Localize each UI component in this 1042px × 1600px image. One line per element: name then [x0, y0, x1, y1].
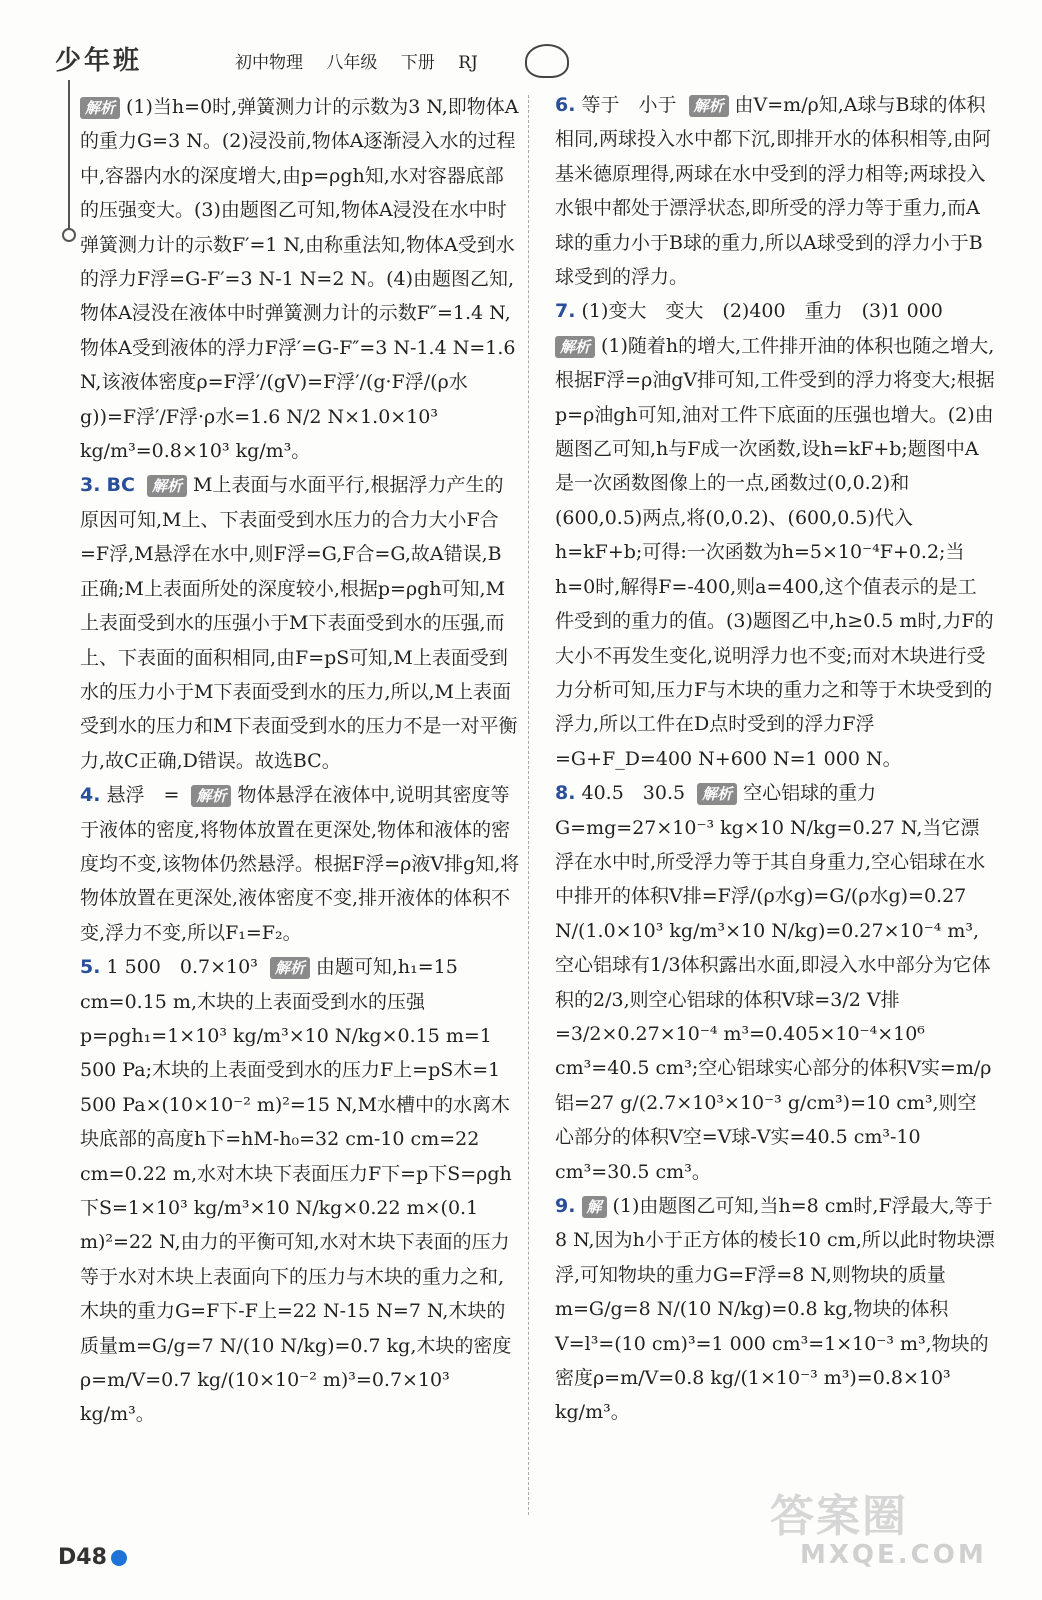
brand-logo: 少年班: [55, 46, 143, 76]
q9-solution-text: (1)由题图乙可知,当h=8 cm时,F浮最大,等于8 N,因为h小于正方体的棱长10 cm,所以此时物块漂浮,可知物块的重力G=F浮=8 N,则物块的质量m=G/g=8 N/(10 N/kg)=0.8 kg,物块的体积V=l³=(10 cm)³=1 000 cm³=1×10⁻³ m³,物块的密度ρ=m/V=0.8 kg/(1×10⁻³ m³)=0.8×10³ kg/m³。: [555, 1195, 995, 1424]
analysis-tag: 解析: [147, 475, 187, 497]
solution-tag: 解: [582, 1196, 607, 1218]
answer-value: 40.5 30.5: [581, 782, 686, 805]
question-number: 7.: [555, 300, 576, 323]
answer-q5: [80, 950, 520, 1432]
page-dot-icon: [111, 1550, 127, 1566]
watermark-url: MXQE.COM: [800, 1540, 987, 1570]
answer-value: BC: [106, 474, 135, 497]
analysis-tag: 解析: [80, 97, 120, 119]
q8-analysis-text: 空心铝球的重力G=mg=27×10⁻³ kg×10 N/kg=0.27 N,当它漂浮在水中时,所受浮力等于其自身重力,空心铝球在水中排开的体积V排=F浮/(ρ水g)=G/(ρ水g)=0.27 N/(1.0×10³ kg/m³×10 N/kg)=0.27×10⁻⁴ m³,空心铝球有1/3体积露出水面,即浸入水中部分为它体积的2/3,则空心铝球的体积V球=3/2 V排=3/2×0.27×10⁻⁴ m³=0.405×10⁻⁴×10⁶ cm³=40.5 cm³;空心铝球实心部分的体积V实=m/ρ铝=27 g/(2.7×10³×10⁻³ g/cm³)=10 cm³,则空心部分的体积V空=V球-V实=40.5 cm³-10 cm³=30.5 cm³。: [555, 782, 992, 1183]
analysis-tag: 解析: [697, 783, 737, 805]
q5-analysis-text: 由题可知,h₁=15 cm=0.15 m,木块的上表面受到水的压强p=ρgh₁=1×10³ kg/m³×10 N/kg×0.15 m=1 500 Pa;木块的上表面受到水的压力F上=pS木=1 500 Pa×(10×10⁻² m)²=15 N,M水槽中的水离木块底部的高度h下=hM-h₀=32 cm-10 cm=22 cm=0.22 m,水对木块下表面压力F下=p下S=ρgh下S=1×10³ kg/m³×10 N/kg×0.22 m×(0.1 m)²=22 N,由力的平衡可知,水对木块下表面的压力等于水对木块上表面向下的压力与木块的重力之和,木块的重力G=F下-F上=22 N-15 N=7 N,木块的质量m=G/g=7 N/(10 N/kg)=0.7 kg,木块的密度ρ=m/V=0.7 kg/(10×10⁻² m)³=0.7×10³ kg/m³。: [80, 956, 512, 1426]
question-number: 8.: [555, 782, 576, 805]
q6-analysis-text: 由V=m/ρ知,A球与B球的体积相同,两球投入水中都下沉,即排开水的体积相等,由阿基米德原理得,两球在水中受到的浮力相等;两球投入水银中都处于漂浮状态,即所受的浮力等于重力,而A球的重力小于B球的重力,所以A球受到的浮力小于B球受到的浮力。: [555, 94, 992, 289]
answer-q7: [555, 294, 995, 776]
question-number: 3.: [80, 474, 101, 497]
answer-value: 1 500 0.7×10³: [106, 956, 258, 979]
q2-analysis-text: (1)当h=0时,弹簧测力计的示数为3 N,即物体A的重力G=3 N。(2)浸没前,物体A逐渐浸入水的过程中,容器内水的深度增大,由p=ρgh知,水对容器底部的压强变大。(3)由题图乙可知,物体A浸没在水中时弹簧测力计的示数F′=1 N,由称重法知,物体A受到水的浮力F浮=G-F′=3 N-1 N=2 N。(4)由题图乙知,物体A浸没在液体中时弹簧测力计的示数F″=1.4 N,物体A受到液体的浮力F浮′=G-F″=3 N-1.4 N=1.6 N,该液体密度ρ=F浮′/(gV)=F浮′/(g·F浮/(ρ水g))=F浮′/F浮·ρ水=1.6 N/2 N×1.0×10³ kg/m³=0.8×10³ kg/m³。: [80, 96, 519, 463]
analysis-tag: 解析: [555, 336, 595, 358]
analysis-tag: 解析: [270, 957, 310, 979]
answer-q2-continuation: [80, 90, 520, 468]
answer-value: 悬浮 =: [106, 784, 180, 807]
watermark-logo: 答案圈: [770, 1491, 908, 1542]
question-number: 9.: [555, 1195, 576, 1217]
question-number: 5.: [80, 956, 101, 979]
decorative-curl-icon: [525, 44, 569, 78]
right-column: [555, 88, 995, 1430]
question-number: 4.: [80, 784, 101, 807]
answer-q3: [80, 468, 520, 778]
header-subject: 初中物理: [235, 53, 303, 73]
header-edition: RJ: [458, 53, 478, 73]
q7-analysis-text: (1)随着h的增大,工件排开油的体积也随之增大,根据F浮=ρ油gV排可知,工件受到的浮力将变大;根据p=ρ油gh可知,油对工件下底面的压强也增大。(2)由题图乙可知,h与F成一次函数,设h=kF+b;题图中A是一次函数图像上的一点,函数过(0,0.2)和(600,0.5)两点,将(0,0.2)、(600,0.5)代入h=kF+b;可得:一次函数为h=5×10⁻⁴F+0.2;当h=0时,解得F=-400,则a=400,这个值表示的是工件受到的重力的值。(3)题图乙中,h≥0.5 m时,力F的大小不再发生变化,说明浮力也不变;而对木块进行受力分析可知,压力F与木块的重力之和等于木块受到的浮力,所以工件在D点时受到的浮力F浮=G+F_D=400 N+600 N=1 000 N。: [555, 334, 995, 770]
answer-q9: [555, 1189, 995, 1430]
left-column: [80, 88, 520, 1432]
header-meta: [235, 48, 496, 73]
analysis-tag: 解析: [689, 95, 729, 117]
binder-line: [68, 80, 70, 230]
question-number: 6.: [555, 94, 576, 116]
answer-q8: [555, 776, 995, 1189]
page-footer: [58, 1545, 127, 1570]
answer-value: (1)变大 变大 (2)400 重力 (3)1 000: [581, 300, 943, 323]
header-volume: 下册: [400, 53, 435, 73]
binder-ring-icon: [62, 228, 76, 242]
analysis-tag: 解析: [191, 785, 231, 807]
column-divider: [528, 95, 529, 1515]
page-number: D48: [58, 1545, 107, 1570]
header-grade: 八年级: [326, 53, 378, 73]
answer-value: 等于 小于: [581, 94, 677, 116]
page-header: [45, 40, 565, 80]
answer-q4: [80, 778, 520, 950]
answer-q6: [555, 88, 995, 294]
q4-analysis-text: 物体悬浮在液体中,说明其密度等于液体的密度,将物体放置在更深处,物体和液体的密度均不变,该物体仍然悬浮。根据F浮=ρ液V排g知,将物体放置在更深处,液体密度不变,排开液体的体积不变,浮力不变,所以F₁=F₂。: [80, 784, 520, 944]
q3-analysis-text: M上表面与水面平行,根据浮力产生的原因可知,M上、下表面受到水压力的合力大小F合=F浮,M悬浮在水中,则F浮=G,F合=G,故A错误,B正确;M上表面所处的深度较小,根据p=ρgh可知,M上表面受到水的压强小于M下表面受到水的压强,而上、下表面的面积相同,由F=pS可知,M上表面受到水的压力小于M下表面受到水的压力,所以,M上表面受到水的压力和M下表面受到水的压力不是一对平衡力,故C正确,D错误。故选BC。: [80, 474, 518, 772]
